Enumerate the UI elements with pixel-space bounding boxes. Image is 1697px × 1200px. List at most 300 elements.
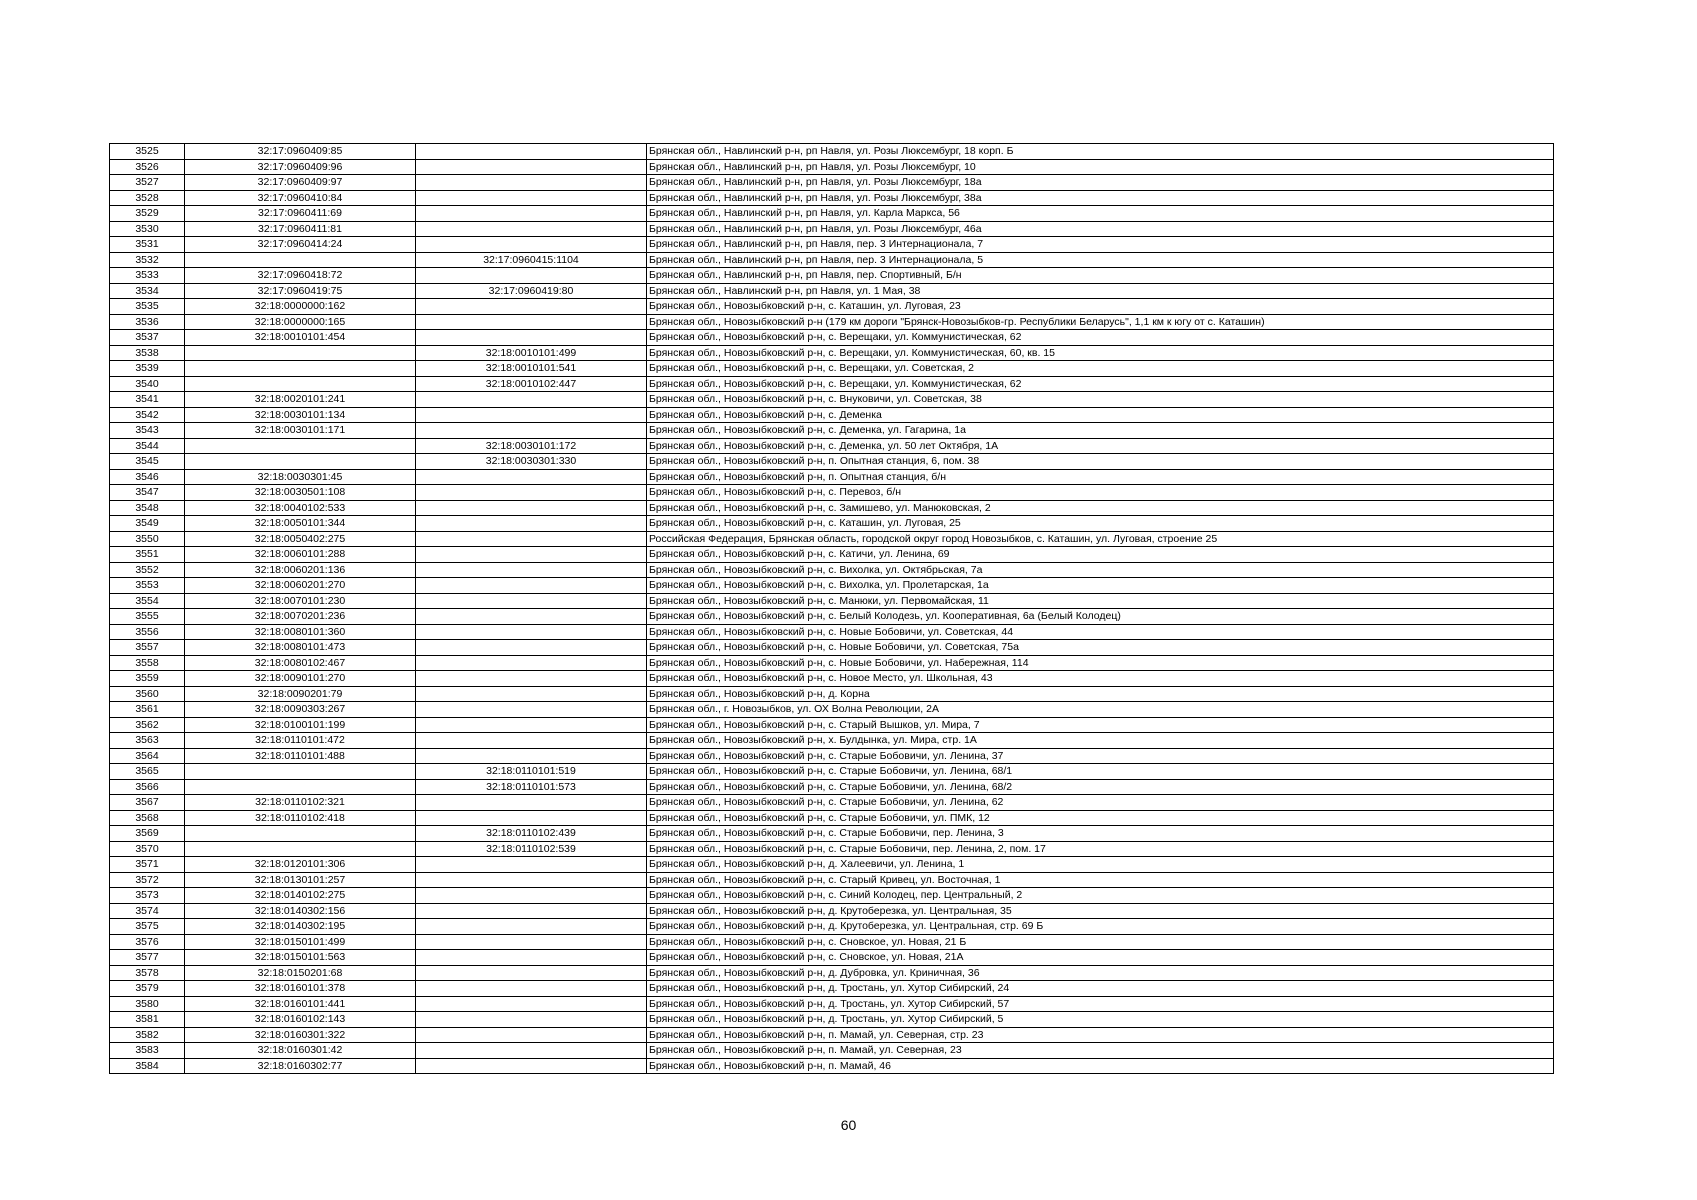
object-number-cell	[416, 562, 647, 578]
row-number-cell: 3538	[110, 345, 185, 361]
table-row	[110, 624, 1554, 640]
object-number-cell	[416, 686, 647, 702]
cadastral-number-cell: 32:17:0960411:81	[185, 221, 416, 237]
object-number-cell	[416, 795, 647, 811]
cadastral-number-cell: 32:18:0160101:441	[185, 996, 416, 1012]
object-number-cell: 32:18:0010101:499	[416, 345, 647, 361]
address-cell: Брянская обл., Новозыбковский р-н, с. Деменка	[647, 407, 1554, 423]
cadastral-number-cell: 32:17:0960411:69	[185, 206, 416, 222]
table-row	[110, 903, 1554, 919]
row-number-cell: 3575	[110, 919, 185, 935]
object-number-cell	[416, 857, 647, 873]
cadastral-number-cell: 32:18:0030501:108	[185, 485, 416, 501]
address-cell: Брянская обл., Новозыбковский р-н, с. Верещаки, ул. Советская, 2	[647, 361, 1554, 377]
table-row	[110, 531, 1554, 547]
row-number-cell: 3536	[110, 314, 185, 330]
row-number-cell: 3560	[110, 686, 185, 702]
row-number-cell: 3581	[110, 1012, 185, 1028]
object-number-cell	[416, 330, 647, 346]
table-row	[110, 361, 1554, 377]
object-number-cell	[416, 593, 647, 609]
table-row	[110, 779, 1554, 795]
object-number-cell	[416, 748, 647, 764]
row-number-cell: 3576	[110, 934, 185, 950]
object-number-cell: 32:18:0010102:447	[416, 376, 647, 392]
row-number-cell: 3552	[110, 562, 185, 578]
table-row	[110, 144, 1554, 160]
table-row	[110, 206, 1554, 222]
object-number-cell	[416, 299, 647, 315]
row-number-cell: 3559	[110, 671, 185, 687]
address-cell: Брянская обл., Новозыбковский р-н, п. Мамай, ул. Северная, 23	[647, 1043, 1554, 1059]
object-number-cell	[416, 609, 647, 625]
object-number-cell: 32:18:0110101:573	[416, 779, 647, 795]
table-row	[110, 640, 1554, 656]
row-number-cell: 3568	[110, 810, 185, 826]
row-number-cell: 3544	[110, 438, 185, 454]
row-number-cell: 3571	[110, 857, 185, 873]
table-row	[110, 314, 1554, 330]
cadastral-number-cell: 32:18:0060201:136	[185, 562, 416, 578]
cadastral-number-cell: 32:18:0090303:267	[185, 702, 416, 718]
table-row	[110, 795, 1554, 811]
address-cell: Брянская обл., Новозыбковский р-н, с. Старый Кривец, ул. Восточная, 1	[647, 872, 1554, 888]
table-row	[110, 578, 1554, 594]
address-cell: Брянская обл., Новозыбковский р-н, с. Вихолка, ул. Октябрьская, 7а	[647, 562, 1554, 578]
object-number-cell: 32:18:0110102:439	[416, 826, 647, 842]
cadastral-number-cell	[185, 841, 416, 857]
table-row	[110, 996, 1554, 1012]
cadastral-number-cell	[185, 438, 416, 454]
cadastral-number-cell: 32:18:0150101:563	[185, 950, 416, 966]
row-number-cell: 3539	[110, 361, 185, 377]
table-row	[110, 965, 1554, 981]
cadastral-number-cell: 32:18:0150101:499	[185, 934, 416, 950]
object-number-cell	[416, 500, 647, 516]
object-number-cell	[416, 903, 647, 919]
address-cell: Брянская обл., Новозыбковский р-н, с. Новые Бобовичи, ул. Советская, 44	[647, 624, 1554, 640]
table-row	[110, 423, 1554, 439]
object-number-cell	[416, 469, 647, 485]
address-cell: Брянская обл., Новозыбковский р-н, с. Катичи, ул. Ленина, 69	[647, 547, 1554, 563]
table-row	[110, 345, 1554, 361]
address-cell: Брянская обл., Новозыбковский р-н, с. Новые Бобовичи, ул. Набережная, 114	[647, 655, 1554, 671]
object-number-cell: 32:18:0110101:519	[416, 764, 647, 780]
table-row	[110, 609, 1554, 625]
object-number-cell	[416, 702, 647, 718]
object-number-cell	[416, 1058, 647, 1074]
row-number-cell: 3550	[110, 531, 185, 547]
row-number-cell: 3548	[110, 500, 185, 516]
cadastral-number-cell: 32:18:0030301:45	[185, 469, 416, 485]
table-row	[110, 872, 1554, 888]
address-cell: Брянская обл., Новозыбковский р-н, с. Синий Колодец, пер. Центральный, 2	[647, 888, 1554, 904]
row-number-cell: 3558	[110, 655, 185, 671]
table-row	[110, 500, 1554, 516]
cadastral-number-cell: 32:18:0030101:134	[185, 407, 416, 423]
row-number-cell: 3553	[110, 578, 185, 594]
row-number-cell: 3547	[110, 485, 185, 501]
row-number-cell: 3542	[110, 407, 185, 423]
cadastral-number-cell: 32:18:0000000:165	[185, 314, 416, 330]
object-number-cell	[416, 206, 647, 222]
object-number-cell	[416, 934, 647, 950]
address-cell: Брянская обл., Новозыбковский р-н, с. Деменка, ул. 50 лет Октября, 1А	[647, 438, 1554, 454]
cadastral-number-cell: 32:18:0090201:79	[185, 686, 416, 702]
row-number-cell: 3549	[110, 516, 185, 532]
table-row	[110, 686, 1554, 702]
address-cell: Брянская обл., Навлинский р-н, рп Навля, ул. Розы Люксембург, 38а	[647, 190, 1554, 206]
row-number-cell: 3557	[110, 640, 185, 656]
row-number-cell: 3540	[110, 376, 185, 392]
address-cell: Брянская обл., Навлинский р-н, рп Навля, ул. Карла Маркса, 56	[647, 206, 1554, 222]
address-cell: Брянская обл., Новозыбковский р-н, с. Замишево, ул. Манюковская, 2	[647, 500, 1554, 516]
object-number-cell	[416, 314, 647, 330]
table-row	[110, 826, 1554, 842]
table-row	[110, 485, 1554, 501]
table-row	[110, 888, 1554, 904]
table-row	[110, 919, 1554, 935]
object-number-cell: 32:18:0030101:172	[416, 438, 647, 454]
table-row	[110, 252, 1554, 268]
cadastral-number-cell	[185, 376, 416, 392]
address-cell: Брянская обл., Новозыбковский р-н, с. Старые Бобовичи, ул. Ленина, 62	[647, 795, 1554, 811]
address-cell: Брянская обл., Навлинский р-н, рп Навля, ул. Розы Люксембург, 18а	[647, 175, 1554, 191]
object-number-cell	[416, 485, 647, 501]
cadastral-number-cell	[185, 345, 416, 361]
object-number-cell	[416, 159, 647, 175]
address-cell: Брянская обл., Навлинский р-н, рп Навля, ул. Розы Люксембург, 46а	[647, 221, 1554, 237]
cadastral-number-cell: 32:18:0160301:42	[185, 1043, 416, 1059]
table-row	[110, 159, 1554, 175]
object-number-cell	[416, 190, 647, 206]
registry-table-body	[110, 144, 1554, 1074]
table-row	[110, 454, 1554, 470]
address-cell: Брянская обл., Новозыбковский р-н, с. Внуковичи, ул. Советская, 38	[647, 392, 1554, 408]
address-cell: Брянская обл., Новозыбковский р-н, д. Корна	[647, 686, 1554, 702]
cadastral-number-cell: 32:18:0140102:275	[185, 888, 416, 904]
row-number-cell: 3566	[110, 779, 185, 795]
row-number-cell: 3537	[110, 330, 185, 346]
table-row	[110, 950, 1554, 966]
row-number-cell: 3570	[110, 841, 185, 857]
cadastral-number-cell: 32:17:0960419:75	[185, 283, 416, 299]
row-number-cell: 3584	[110, 1058, 185, 1074]
object-number-cell	[416, 1012, 647, 1028]
object-number-cell	[416, 144, 647, 160]
cadastral-number-cell: 32:18:0160101:378	[185, 981, 416, 997]
address-cell: Брянская обл., Новозыбковский р-н, с. Каташин, ул. Луговая, 23	[647, 299, 1554, 315]
row-number-cell: 3565	[110, 764, 185, 780]
table-row	[110, 376, 1554, 392]
address-cell: Брянская обл., Навлинский р-н, рп Навля, пер. Спортивный, Б/н	[647, 268, 1554, 284]
cadastral-number-cell: 32:17:0960410:84	[185, 190, 416, 206]
table-row	[110, 562, 1554, 578]
address-cell: Брянская обл., Новозыбковский р-н, д. Дубровка, ул. Криничная, 36	[647, 965, 1554, 981]
cadastral-number-cell: 32:18:0080101:360	[185, 624, 416, 640]
object-number-cell: 32:17:0960415:1104	[416, 252, 647, 268]
table-row	[110, 593, 1554, 609]
table-row	[110, 1012, 1554, 1028]
object-number-cell	[416, 392, 647, 408]
table-row	[110, 283, 1554, 299]
object-number-cell	[416, 237, 647, 253]
address-cell: Брянская обл., Новозыбковский р-н, с. Каташин, ул. Луговая, 25	[647, 516, 1554, 532]
row-number-cell: 3567	[110, 795, 185, 811]
object-number-cell	[416, 888, 647, 904]
row-number-cell: 3572	[110, 872, 185, 888]
object-number-cell: 32:18:0110102:539	[416, 841, 647, 857]
row-number-cell: 3526	[110, 159, 185, 175]
table-row	[110, 1058, 1554, 1074]
cadastral-number-cell: 32:18:0030101:171	[185, 423, 416, 439]
table-row	[110, 516, 1554, 532]
address-cell: Брянская обл., Новозыбковский р-н, п. Мамай, 46	[647, 1058, 1554, 1074]
object-number-cell	[416, 423, 647, 439]
row-number-cell: 3556	[110, 624, 185, 640]
row-number-cell: 3551	[110, 547, 185, 563]
address-cell: Брянская обл., Новозыбковский р-н, с. Старые Бобовичи, ул. Ленина, 68/2	[647, 779, 1554, 795]
cadastral-number-cell	[185, 252, 416, 268]
table-row	[110, 330, 1554, 346]
cadastral-number-cell: 32:18:0130101:257	[185, 872, 416, 888]
row-number-cell: 3582	[110, 1027, 185, 1043]
address-cell: Брянская обл., Новозыбковский р-н, с. Манюки, ул. Первомайская, 11	[647, 593, 1554, 609]
cadastral-number-cell: 32:18:0080101:473	[185, 640, 416, 656]
table-row	[110, 702, 1554, 718]
address-cell: Брянская обл., Новозыбковский р-н (179 км дороги "Брянск-Новозыбков-гр. Республики Беларусь", 1,1 км к югу от с. Каташин)	[647, 314, 1554, 330]
address-cell: Брянская обл., Новозыбковский р-н, х. Булдынка, ул. Мира, стр. 1А	[647, 733, 1554, 749]
table-row	[110, 175, 1554, 191]
cadastral-number-cell: 32:18:0110101:488	[185, 748, 416, 764]
cadastral-number-cell: 32:18:0080102:467	[185, 655, 416, 671]
row-number-cell: 3530	[110, 221, 185, 237]
address-cell: Брянская обл., Новозыбковский р-н, с. Верещаки, ул. Коммунистическая, 62	[647, 376, 1554, 392]
address-cell: Брянская обл., Новозыбковский р-н, с. Белый Колодезь, ул. Кооперативная, 6а (Белый Колодец)	[647, 609, 1554, 625]
object-number-cell: 32:18:0030301:330	[416, 454, 647, 470]
row-number-cell: 3580	[110, 996, 185, 1012]
object-number-cell	[416, 531, 647, 547]
cadastral-number-cell: 32:18:0110102:418	[185, 810, 416, 826]
object-number-cell	[416, 655, 647, 671]
object-number-cell	[416, 407, 647, 423]
cadastral-number-cell: 32:17:0960409:96	[185, 159, 416, 175]
object-number-cell	[416, 1027, 647, 1043]
table-row	[110, 547, 1554, 563]
address-cell: Брянская обл., Новозыбковский р-н, п. Мамай, ул. Северная, стр. 23	[647, 1027, 1554, 1043]
table-row	[110, 469, 1554, 485]
address-cell: Брянская обл., Новозыбковский р-н, п. Опытная станция, б/н	[647, 469, 1554, 485]
cadastral-number-cell: 32:18:0110102:321	[185, 795, 416, 811]
row-number-cell: 3554	[110, 593, 185, 609]
address-cell: Брянская обл., Новозыбковский р-н, с. Деменка, ул. Гагарина, 1а	[647, 423, 1554, 439]
cadastral-number-cell: 32:18:0150201:68	[185, 965, 416, 981]
cadastral-number-cell: 32:17:0960409:85	[185, 144, 416, 160]
row-number-cell: 3583	[110, 1043, 185, 1059]
row-number-cell: 3555	[110, 609, 185, 625]
table-row	[110, 810, 1554, 826]
cadastral-number-cell	[185, 454, 416, 470]
table-row	[110, 748, 1554, 764]
cadastral-number-cell: 32:18:0010101:454	[185, 330, 416, 346]
object-number-cell	[416, 1043, 647, 1059]
cadastral-number-cell: 32:18:0020101:241	[185, 392, 416, 408]
address-cell: Брянская обл., Навлинский р-н, рп Навля, пер. 3 Интернационала, 5	[647, 252, 1554, 268]
address-cell: Брянская обл., Навлинский р-н, рп Навля, ул. Розы Люксембург, 10	[647, 159, 1554, 175]
row-number-cell: 3527	[110, 175, 185, 191]
address-cell: Брянская обл., Новозыбковский р-н, д. Халеевичи, ул. Ленина, 1	[647, 857, 1554, 873]
row-number-cell: 3569	[110, 826, 185, 842]
cadastral-number-cell	[185, 779, 416, 795]
cadastral-number-cell: 32:18:0160102:143	[185, 1012, 416, 1028]
cadastral-number-cell: 32:18:0140302:195	[185, 919, 416, 935]
cadastral-number-cell: 32:18:0070201:236	[185, 609, 416, 625]
address-cell: Брянская обл., Навлинский р-н, рп Навля, ул. 1 Мая, 38	[647, 283, 1554, 299]
row-number-cell: 3535	[110, 299, 185, 315]
address-cell: Брянская обл., Новозыбковский р-н, с. Вихолка, ул. Пролетарская, 1а	[647, 578, 1554, 594]
cadastral-number-cell: 32:18:0000000:162	[185, 299, 416, 315]
object-number-cell	[416, 733, 647, 749]
object-number-cell	[416, 640, 647, 656]
registry-table	[109, 143, 1554, 1074]
table-row	[110, 841, 1554, 857]
object-number-cell	[416, 950, 647, 966]
table-row	[110, 407, 1554, 423]
address-cell: Брянская обл., Новозыбковский р-н, с. Старые Бобовичи, пер. Ленина, 2, пом. 17	[647, 841, 1554, 857]
row-number-cell: 3564	[110, 748, 185, 764]
cadastral-number-cell: 32:18:0070101:230	[185, 593, 416, 609]
table-row	[110, 655, 1554, 671]
row-number-cell: 3562	[110, 717, 185, 733]
address-cell: Брянская обл., Новозыбковский р-н, д. Тростань, ул. Хутор Сибирский, 57	[647, 996, 1554, 1012]
table-row	[110, 717, 1554, 733]
address-cell: Брянская обл., Новозыбковский р-н, с. Верещаки, ул. Коммунистическая, 62	[647, 330, 1554, 346]
row-number-cell: 3525	[110, 144, 185, 160]
object-number-cell	[416, 624, 647, 640]
row-number-cell: 3534	[110, 283, 185, 299]
address-cell: Брянская обл., Новозыбковский р-н, с. Старые Бобовичи, ул. Ленина, 37	[647, 748, 1554, 764]
address-cell: Брянская обл., Новозыбковский р-н, д. Крутоберезка, ул. Центральная, стр. 69 Б	[647, 919, 1554, 935]
cadastral-number-cell	[185, 826, 416, 842]
cadastral-number-cell: 32:18:0160301:322	[185, 1027, 416, 1043]
row-number-cell: 3561	[110, 702, 185, 718]
object-number-cell	[416, 221, 647, 237]
cadastral-number-cell: 32:17:0960418:72	[185, 268, 416, 284]
address-cell: Российская Федерация, Брянская область, городской округ город Новозыбков, с. Каташин, ул. Луговая, строение 25	[647, 531, 1554, 547]
address-cell: Брянская обл., Новозыбковский р-н, с. Старый Вышков, ул. Мира, 7	[647, 717, 1554, 733]
cadastral-number-cell: 32:18:0050101:344	[185, 516, 416, 532]
address-cell: Брянская обл., Новозыбковский р-н, с. Старые Бобовичи, ул. ПМК, 12	[647, 810, 1554, 826]
cadastral-number-cell: 32:17:0960414:24	[185, 237, 416, 253]
cadastral-number-cell: 32:18:0060201:270	[185, 578, 416, 594]
table-row	[110, 671, 1554, 687]
table-row	[110, 438, 1554, 454]
row-number-cell: 3529	[110, 206, 185, 222]
address-cell: Брянская обл., Новозыбковский р-н, д. Крутоберезка, ул. Центральная, 35	[647, 903, 1554, 919]
table-row	[110, 733, 1554, 749]
table-row	[110, 1043, 1554, 1059]
table-row	[110, 764, 1554, 780]
object-number-cell	[416, 965, 647, 981]
row-number-cell: 3543	[110, 423, 185, 439]
object-number-cell: 32:17:0960419:80	[416, 283, 647, 299]
address-cell: Брянская обл., Новозыбковский р-н, п. Опытная станция, 6, пом. 38	[647, 454, 1554, 470]
table-row	[110, 268, 1554, 284]
table-row	[110, 1027, 1554, 1043]
cadastral-number-cell: 32:18:0050402:275	[185, 531, 416, 547]
row-number-cell: 3577	[110, 950, 185, 966]
address-cell: Брянская обл., Новозыбковский р-н, с. Старые Бобовичи, ул. Ленина, 68/1	[647, 764, 1554, 780]
table-row	[110, 934, 1554, 950]
cadastral-number-cell: 32:18:0110101:472	[185, 733, 416, 749]
object-number-cell	[416, 175, 647, 191]
cadastral-number-cell: 32:18:0060101:288	[185, 547, 416, 563]
address-cell: Брянская обл., Навлинский р-н, рп Навля, пер. 3 Интернационала, 7	[647, 237, 1554, 253]
cadastral-number-cell: 32:18:0120101:306	[185, 857, 416, 873]
object-number-cell: 32:18:0010101:541	[416, 361, 647, 377]
object-number-cell	[416, 810, 647, 826]
table-row	[110, 392, 1554, 408]
row-number-cell: 3528	[110, 190, 185, 206]
table-row	[110, 857, 1554, 873]
address-cell: Брянская обл., Новозыбковский р-н, с. Новое Место, ул. Школьная, 43	[647, 671, 1554, 687]
address-cell: Брянская обл., Новозыбковский р-н, с. Сновское, ул. Новая, 21 Б	[647, 934, 1554, 950]
object-number-cell	[416, 981, 647, 997]
object-number-cell	[416, 872, 647, 888]
address-cell: Брянская обл., Новозыбковский р-н, д. Тростань, ул. Хутор Сибирский, 24	[647, 981, 1554, 997]
object-number-cell	[416, 671, 647, 687]
address-cell: Брянская обл., Новозыбковский р-н, с. Сновское, ул. Новая, 21А	[647, 950, 1554, 966]
object-number-cell	[416, 996, 647, 1012]
cadastral-number-cell: 32:18:0040102:533	[185, 500, 416, 516]
table-row	[110, 981, 1554, 997]
row-number-cell: 3541	[110, 392, 185, 408]
cadastral-number-cell	[185, 361, 416, 377]
address-cell: Брянская обл., Новозыбковский р-н, с. Верещаки, ул. Коммунистическая, 60, кв. 15	[647, 345, 1554, 361]
row-number-cell: 3545	[110, 454, 185, 470]
row-number-cell: 3531	[110, 237, 185, 253]
table-row	[110, 221, 1554, 237]
address-cell: Брянская обл., Навлинский р-н, рп Навля, ул. Розы Люксембург, 18 корп. Б	[647, 144, 1554, 160]
object-number-cell	[416, 516, 647, 532]
cadastral-number-cell: 32:17:0960409:97	[185, 175, 416, 191]
row-number-cell: 3532	[110, 252, 185, 268]
address-cell: Брянская обл., Новозыбковский р-н, с. Старые Бобовичи, пер. Ленина, 3	[647, 826, 1554, 842]
object-number-cell	[416, 547, 647, 563]
address-cell: Брянская обл., Новозыбковский р-н, с. Перевоз, б/н	[647, 485, 1554, 501]
cadastral-number-cell: 32:18:0090101:270	[185, 671, 416, 687]
table-row	[110, 299, 1554, 315]
cadastral-number-cell: 32:18:0140302:156	[185, 903, 416, 919]
cadastral-number-cell: 32:18:0100101:199	[185, 717, 416, 733]
address-cell: Брянская обл., г. Новозыбков, ул. ОХ Волна Революции, 2А	[647, 702, 1554, 718]
page-number: 60	[840, 1117, 857, 1133]
row-number-cell: 3533	[110, 268, 185, 284]
object-number-cell	[416, 578, 647, 594]
row-number-cell: 3563	[110, 733, 185, 749]
address-cell: Брянская обл., Новозыбковский р-н, с. Новые Бобовичи, ул. Советская, 75а	[647, 640, 1554, 656]
cadastral-number-cell: 32:18:0160302:77	[185, 1058, 416, 1074]
row-number-cell: 3578	[110, 965, 185, 981]
object-number-cell	[416, 268, 647, 284]
table-row	[110, 237, 1554, 253]
row-number-cell: 3546	[110, 469, 185, 485]
row-number-cell: 3574	[110, 903, 185, 919]
row-number-cell: 3579	[110, 981, 185, 997]
object-number-cell	[416, 717, 647, 733]
object-number-cell	[416, 919, 647, 935]
table-row	[110, 190, 1554, 206]
